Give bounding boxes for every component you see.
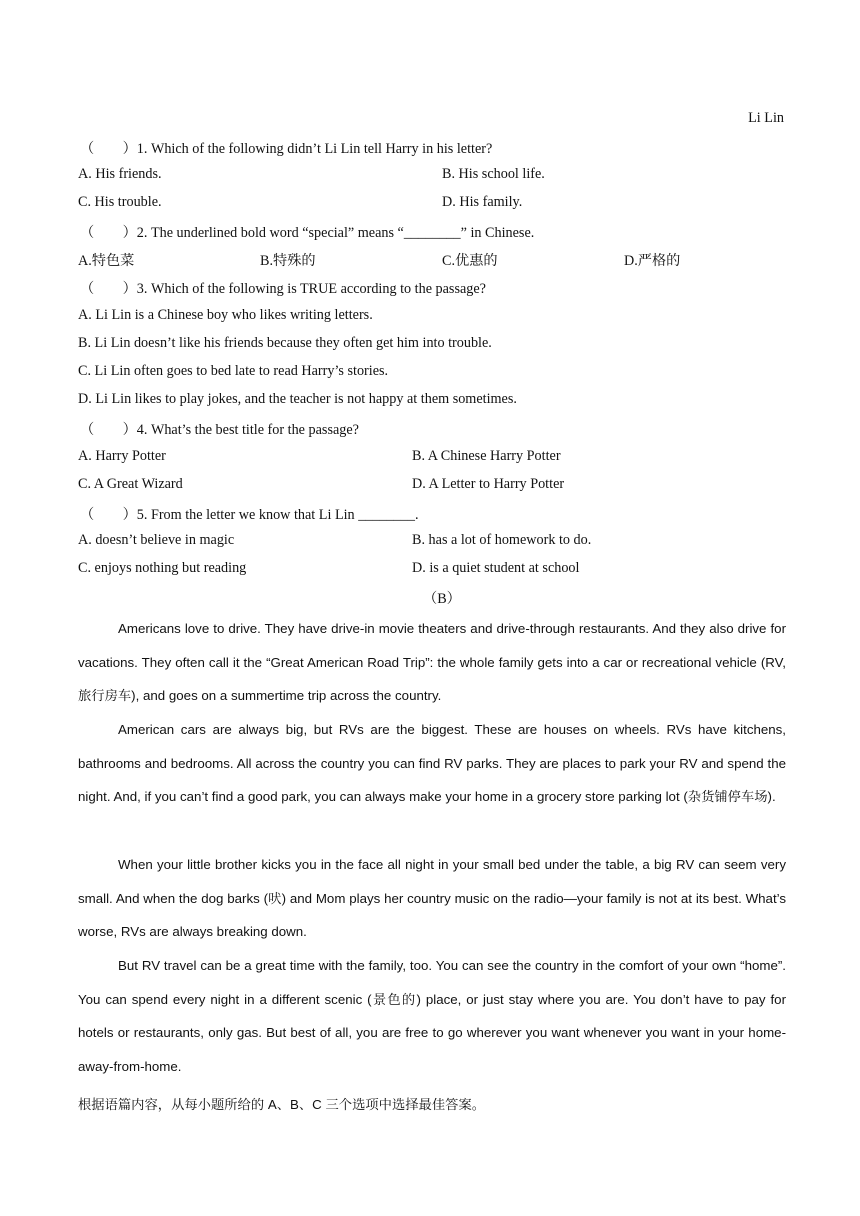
section-instruction: 根据语篇内容，从每小题所给的 A、B、C 三个选项中选择最佳答案。 — [78, 1097, 486, 1112]
question-3-option-d: D. Li Lin likes to play jokes, and the teacher is not happy at them sometimes. — [78, 391, 517, 407]
question-1-option-d: D. His family. — [442, 194, 523, 210]
question-1-option-c: C. His trouble. — [78, 194, 162, 210]
question-2-option-a: A.特色菜 — [78, 253, 135, 269]
passage-paragraph-1: Americans love to drive. They have drive-in movie theaters and drive-through restaurants. And they also drive for vacations. They often call it the “Great American Road Trip”: the whole family gets into a car or recreational vehicle (RV, 旅行房车), and goes on a summertime trip across the country. — [78, 621, 786, 704]
question-5-option-b: B. has a lot of homework to do. — [412, 532, 592, 548]
question-2-option-b: B.特殊的 — [260, 253, 316, 269]
question-4-option-d: D. A Letter to Harry Potter — [412, 476, 565, 492]
question-4-stem: （ ）4. What’s the best title for the passage? — [80, 422, 359, 438]
passage-paragraph-2: American cars are always big, but RVs are the biggest. These are houses on wheels. RVs have kitchens, bathrooms and bedrooms. All across the country you can find RV parks. They are places to park your RV and spend the night. And, if you can’t find a good park, you can always make your home in a grocery store parking lot (杂货铺停车场). — [78, 722, 786, 805]
question-3-option-a: A. Li Lin is a Chinese boy who likes writing letters. — [78, 307, 373, 323]
question-1-stem: （ ）1. Which of the following didn’t Li Lin tell Harry in his letter? — [80, 141, 493, 157]
question-5-option-d: D. is a quiet student at school — [412, 560, 580, 576]
question-1-option-b: B. His school life. — [442, 166, 545, 182]
question-4-option-a: A. Harry Potter — [78, 448, 166, 464]
question-4-option-c: C. A Great Wizard — [78, 476, 183, 492]
question-1-option-a: A. His friends. — [78, 166, 162, 182]
question-5-option-a: A. doesn’t believe in magic — [78, 532, 235, 548]
question-4-option-b: B. A Chinese Harry Potter — [412, 448, 561, 464]
question-5-option-c: C. enjoys nothing but reading — [78, 560, 247, 576]
question-2-stem: （ ）2. The underlined bold word “special” means “________” in Chinese. — [80, 225, 535, 241]
question-2-option-c: C.优惠的 — [442, 253, 498, 269]
passage-paragraph-4: But RV travel can be a great time with the family, too. You can see the country in the comfort of your own “home”. You can spend every night in a different scenic (景色的) place, or just stay where you are. You don’t have to pay for hotels or restaurants, only gas. But best of all, you are free to go wherever you want whenever you want in your home-away-from-home. — [78, 958, 786, 1075]
section-b-heading: （B） — [423, 591, 461, 607]
passage-paragraph-3: When your little brother kicks you in the face all night in your small bed under the table, a big RV can seem very small. And when the dog barks (吠) and Mom plays her country music on the radio—your family is not at its best. What’s worse, RVs are always breaking down. — [78, 857, 786, 940]
question-5-stem: （ ）5. From the letter we know that Li Lin ________. — [80, 507, 419, 523]
letter-signature: Li Lin — [748, 110, 784, 126]
question-3-stem: （ ）3. Which of the following is TRUE according to the passage? — [80, 281, 486, 297]
question-3-option-b: B. Li Lin doesn’t like his friends because they often get him into trouble. — [78, 335, 492, 351]
question-2-option-d: D.严格的 — [624, 253, 681, 269]
question-3-option-c: C. Li Lin often goes to bed late to read Harry’s stories. — [78, 363, 389, 379]
